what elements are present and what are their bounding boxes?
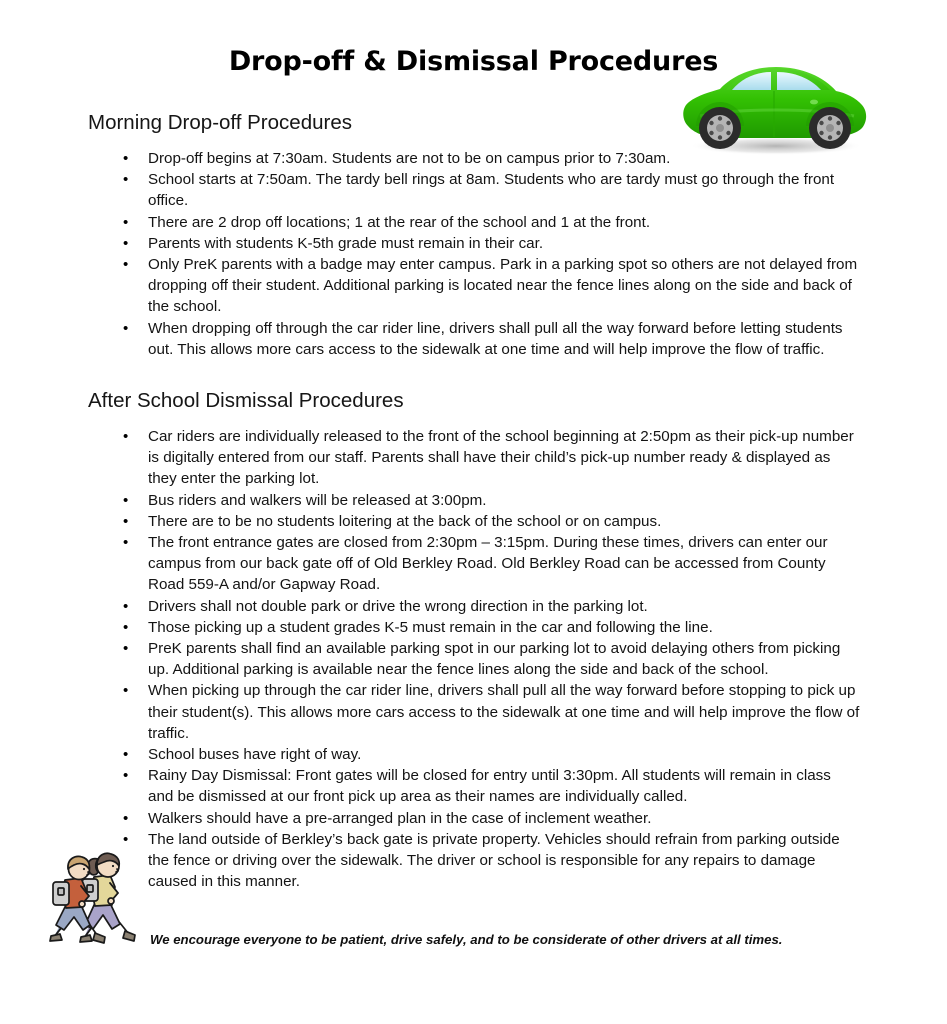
- section-heading-after-school-dismissal: After School Dismissal Procedures: [88, 389, 404, 412]
- list-item: • There are to be no students loitering at the back of the school or on campus.: [118, 511, 860, 532]
- list-item: • Car riders are individually released to the front of the school beginning at 2:50pm as their pick-up number is digitally entered from our staff. Parents shall have their child’s pick-up number ready & displayed as they enter the parking lot.: [118, 426, 860, 490]
- car-wheel-rear: [809, 107, 851, 149]
- footer-note: We encourage everyone to be patient, drive safely, and to be considerate of other drivers at all times.: [150, 932, 783, 947]
- list-item: • The land outside of Berkley’s back gate is private property. Vehicles should refrain from parking outside the fence or driving over the sidewalk. The driver or school is responsible for any repairs to damage caused in this manner.: [118, 829, 860, 893]
- car-door-handle: [810, 100, 818, 105]
- list-item: • Bus riders and walkers will be released at 3:00pm.: [118, 490, 860, 511]
- list-item: • Only PreK parents with a badge may enter campus. Park in a parking spot so others are not delayed from dropping off their student. Additional parking is located near the fence lines along on the side and back of the school.: [118, 254, 860, 318]
- after-school-dismissal-bullet-list: [118, 426, 860, 892]
- morning-drop-off-bullet-list: [118, 148, 860, 360]
- walking-students-clipart: [40, 845, 152, 949]
- list-item: • There are 2 drop off locations; 1 at the rear of the school and 1 at the front.: [118, 212, 860, 233]
- car-wheel-front: [699, 107, 741, 149]
- section-heading-morning-drop-off: Morning Drop-off Procedures: [88, 111, 352, 134]
- list-item: • Rainy Day Dismissal: Front gates will be closed for entry until 3:30pm. All students will remain in class and be dismissed at our front pick up area as their names are individually called.: [118, 765, 860, 807]
- list-item: • PreK parents shall find an available parking spot in our parking lot to avoid delaying others from picking up. Additional parking is available near the fence lines along the side and back of the school.: [118, 638, 860, 680]
- list-item: • Those picking up a student grades K-5 must remain in the car and following the line.: [118, 617, 860, 638]
- list-item: • School buses have right of way.: [118, 744, 860, 765]
- list-item: • The front entrance gates are closed from 2:30pm – 3:15pm. During these times, drivers can enter our campus from our back gate off of Old Berkley Road. Old Berkley Road can be accessed from County Road 559-A and/or Gapway Road.: [118, 532, 860, 596]
- list-item: • When dropping off through the car rider line, drivers shall pull all the way forward before letting students out. This allows more cars access to the sidewalk at one time and will help improve the flow of traffic.: [118, 318, 860, 360]
- page-title: Drop-off & Dismissal Procedures: [228, 46, 719, 77]
- list-item: • Parents with students K-5th grade must remain in their car.: [118, 233, 860, 254]
- list-item: • Drop-off begins at 7:30am. Students are not to be on campus prior to 7:30am.: [118, 148, 860, 169]
- list-item: • Walkers should have a pre-arranged plan in the case of inclement weather.: [118, 808, 860, 829]
- list-item: • Drivers shall not double park or drive the wrong direction in the parking lot.: [118, 596, 860, 617]
- green-car-clipart: [676, 58, 872, 158]
- list-item: • School starts at 7:50am. The tardy bell rings at 8am. Students who are tardy must go through the front office.: [118, 169, 860, 211]
- list-item: • When picking up through the car rider line, drivers shall pull all the way forward before stopping to pick up their student(s). This allows more cars access to the sidewalk at one time and will help improve the flow of traffic.: [118, 680, 860, 744]
